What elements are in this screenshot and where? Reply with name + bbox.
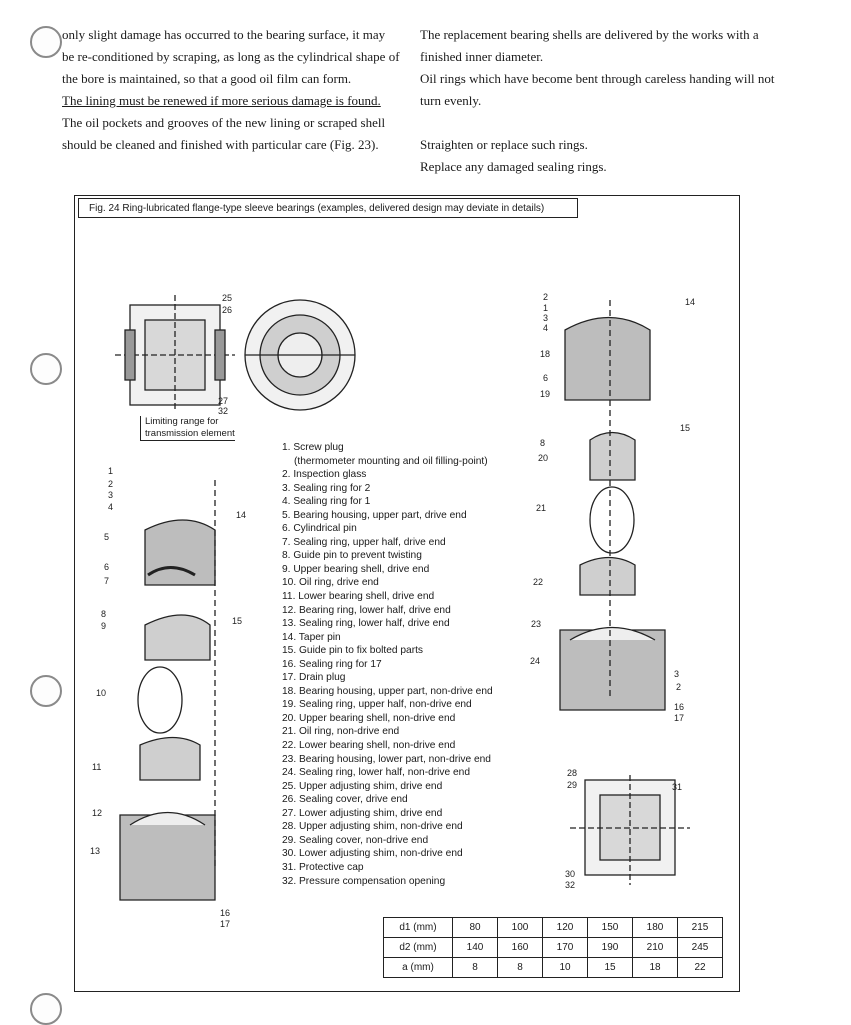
callout: 32 [565, 880, 576, 890]
text-line: be re-conditioned by scraping, as long as the cylindrical shape of [62, 49, 400, 64]
callout: 7 [104, 576, 110, 586]
callout: 16 [220, 908, 231, 918]
text-line: Straighten or replace such rings. [420, 137, 588, 152]
table-cell: 100 [498, 918, 543, 938]
text-line: turn evenly. [420, 93, 482, 108]
part-item: 5. Bearing housing, upper part, drive end [282, 509, 467, 521]
part-item: 23. Bearing housing, lower part, non-drive end [282, 753, 491, 765]
callout: 22 [533, 577, 544, 587]
callout: 28 [567, 768, 578, 778]
part-item: 26. Sealing cover, drive end [282, 794, 408, 806]
part-item: 18. Bearing housing, upper part, non-drive end [282, 685, 493, 697]
part-item: 24. Sealing ring, lower half, non-drive end [282, 767, 471, 779]
text-line: Oil rings which have become bent through careless handing will not [420, 71, 775, 86]
callout: 2 [543, 292, 549, 302]
text-line: The oil pockets and grooves of the new lining or scraped shell [62, 115, 386, 130]
callout: 16 [674, 702, 685, 712]
callout: 4 [543, 323, 549, 333]
end-view-drawing [245, 300, 355, 410]
callout: 9 [101, 621, 107, 631]
text-line: should be cleaned and finished with particular care (Fig. 23). [62, 137, 379, 152]
callout: 14 [685, 297, 696, 307]
table-cell: 140 [453, 938, 498, 958]
callout: 15 [680, 423, 691, 433]
text-line: Replace any damaged sealing rings. [420, 159, 607, 174]
row-header: d1 (mm) [384, 918, 453, 938]
text-line: finished inner diameter. [420, 49, 544, 64]
text-line: The replacement bearing shells are delivered by the works with a [420, 27, 759, 42]
callout: 8 [540, 438, 546, 448]
drive-end-exploded-drawing [120, 480, 215, 900]
part-item: 28. Upper adjusting shim, non-drive end [282, 821, 463, 833]
table-cell: 18 [633, 958, 678, 978]
part-item: 3. Sealing ring for 2 [282, 482, 371, 494]
callout: 3 [543, 313, 549, 323]
row-header: d2 (mm) [384, 938, 453, 958]
part-item: 16. Sealing ring for 17 [282, 658, 382, 670]
part-item: 22. Lower bearing shell, non-drive end [282, 740, 456, 752]
callout: 32 [218, 406, 229, 416]
table-cell: 80 [453, 918, 498, 938]
callout: 1 [543, 303, 549, 313]
table-cell: 15 [588, 958, 633, 978]
part-item: 20. Upper bearing shell, non-drive end [282, 712, 456, 724]
part-item: 11. Lower bearing shell, drive end [282, 591, 435, 603]
part-item: 1. Screw plug [282, 442, 344, 453]
callout: 10 [96, 688, 107, 698]
table-row [384, 958, 723, 978]
part-item: 17. Drain plug [282, 672, 346, 684]
part-item: 29. Sealing cover, non-drive end [282, 834, 429, 846]
part-item: 21. Oil ring, non-drive end [282, 726, 400, 738]
callout: 2 [108, 479, 114, 489]
table-cell: 190 [588, 938, 633, 958]
text-line: the bore is maintained, so that a good oil film can form. [62, 71, 352, 86]
part-item: 19. Sealing ring, upper half, non-drive end [282, 699, 472, 711]
callout: 31 [672, 782, 683, 792]
limiting-range-note [140, 416, 235, 441]
table-cell: 22 [678, 958, 723, 978]
part-item: 14. Taper pin [282, 631, 341, 643]
callout: 12 [92, 808, 103, 818]
table-cell: 120 [543, 918, 588, 938]
callout: 20 [538, 453, 549, 463]
callout: 8 [101, 609, 107, 619]
callout: 6 [543, 373, 549, 383]
table-cell: 245 [678, 938, 723, 958]
part-item: 25. Upper adjusting shim, drive end [282, 780, 443, 792]
table-cell: 215 [678, 918, 723, 938]
part-item: 2. Inspection glass [282, 469, 367, 481]
callout: 19 [540, 389, 551, 399]
callout: 30 [565, 869, 576, 879]
callout: 11 [92, 762, 102, 772]
callout: 23 [531, 619, 542, 629]
limit-line: transmission element [145, 428, 235, 439]
callout: 26 [222, 305, 233, 315]
dimension-table [383, 917, 723, 978]
callout: 17 [674, 713, 685, 723]
callout: 3 [108, 490, 114, 500]
part-item: 9. Upper bearing shell, drive end [282, 563, 430, 575]
table-cell: 10 [543, 958, 588, 978]
callout: 27 [218, 396, 229, 406]
part-item: 10. Oil ring, drive end [282, 577, 379, 589]
callout: 3 [674, 669, 680, 679]
callout: 5 [104, 532, 110, 542]
callout: 29 [567, 780, 578, 790]
table-cell: 160 [498, 938, 543, 958]
non-drive-end-exploded-drawing [560, 300, 665, 710]
part-item: 12. Bearing ring, lower half, drive end [282, 604, 451, 616]
part-item: 32. Pressure compensation opening [282, 875, 446, 887]
callout: 1 [108, 466, 114, 476]
figure-caption: Fig. 24 Ring-lubricated flange-type sleeve bearings (examples, delivered design may deviate in details) [78, 198, 578, 218]
table-cell: 8 [498, 958, 543, 978]
text-line: only slight damage has occurred to the bearing surface, it may [62, 27, 386, 42]
callout: 15 [232, 616, 243, 626]
callout: 24 [530, 656, 541, 666]
part-item: 8. Guide pin to prevent twisting [282, 550, 422, 562]
callout: 18 [540, 349, 551, 359]
callout: 14 [236, 510, 247, 520]
callout: 13 [90, 846, 101, 856]
text-line: The lining must be renewed if more serious damage is found. [62, 93, 381, 108]
table-cell: 210 [633, 938, 678, 958]
callout: 17 [220, 919, 231, 929]
callout: 25 [222, 293, 233, 303]
part-item: 6. Cylindrical pin [282, 523, 357, 535]
table-row [384, 918, 723, 938]
part-item: 30. Lower adjusting shim, non-drive end [282, 848, 463, 860]
part-item: (thermometer mounting and oil filling-point) [294, 455, 488, 467]
table-row [384, 938, 723, 958]
parts-list [282, 441, 493, 888]
row-header: a (mm) [384, 958, 453, 978]
table-cell: 150 [588, 918, 633, 938]
part-item: 15. Guide pin to fix bolted parts [282, 645, 424, 657]
part-item: 31. Protective cap [282, 861, 364, 873]
callout: 2 [676, 682, 682, 692]
callout: 6 [104, 562, 110, 572]
table-cell: 8 [453, 958, 498, 978]
part-item: 27. Lower adjusting shim, drive end [282, 807, 443, 819]
part-item: 7. Sealing ring, upper half, drive end [282, 536, 446, 548]
part-item: 13. Sealing ring, lower half, drive end [282, 618, 450, 630]
callout: 4 [108, 502, 114, 512]
table-cell: 170 [543, 938, 588, 958]
table-cell: 180 [633, 918, 678, 938]
limit-line: Limiting range for [145, 416, 219, 427]
part-item: 4. Sealing ring for 1 [282, 496, 371, 508]
sectional-view-drawing [115, 295, 235, 410]
callout: 21 [536, 503, 547, 513]
